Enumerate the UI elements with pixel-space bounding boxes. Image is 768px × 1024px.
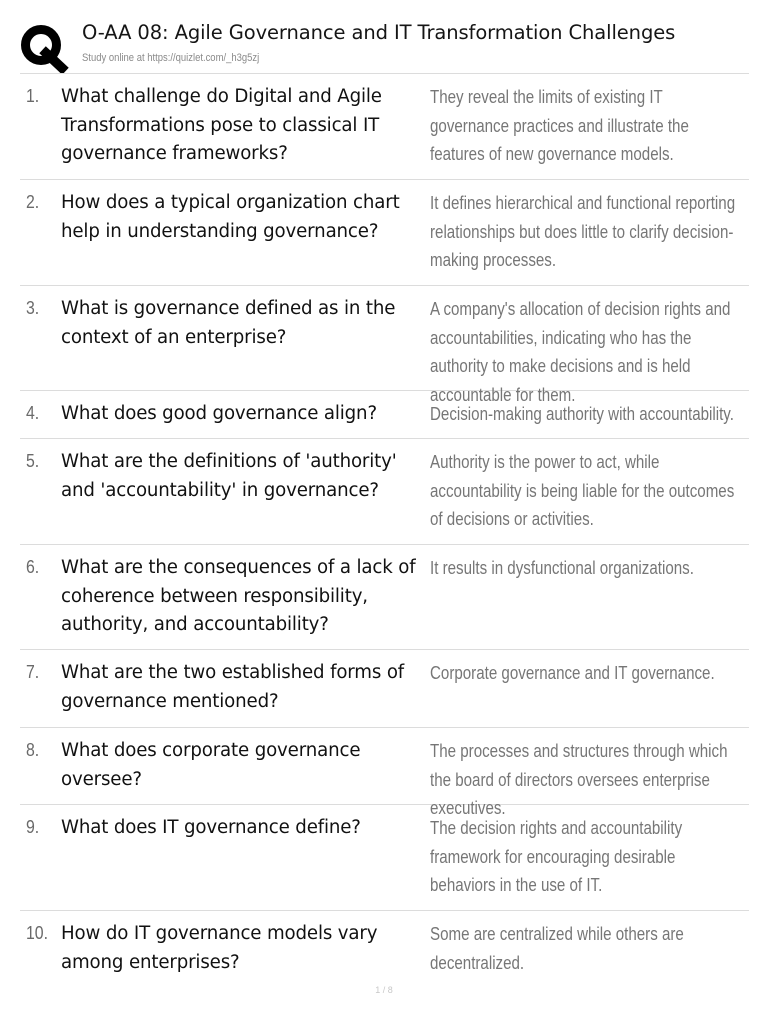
flashcard-row bbox=[20, 74, 749, 180]
quizlet-q-logo-icon bbox=[19, 23, 69, 73]
card-number: 3. bbox=[26, 298, 40, 318]
flashcard-list bbox=[20, 74, 749, 983]
card-question: What does IT governance define? bbox=[61, 817, 361, 838]
card-number: 4. bbox=[26, 403, 40, 423]
page-title: O-AA 08: Agile Governance and IT Transformation Challenges bbox=[82, 21, 676, 44]
card-question: What challenge do Digital and Agile Transformations pose to classical IT governance frameworks? bbox=[61, 86, 382, 164]
card-answer: A company's allocation of decision rights and accountabilities, indicating who has the authority to make decisions and is held accountable for them. bbox=[430, 299, 731, 405]
card-answer: The processes and structures through which the board of directors oversees enterprise executives. bbox=[430, 741, 728, 818]
card-answer: It defines hierarchical and functional reporting relationships but does little to clarify decision-making processes. bbox=[430, 193, 736, 270]
card-answer: Corporate governance and IT governance. bbox=[430, 663, 715, 683]
flashcard-row bbox=[20, 180, 749, 286]
card-number: 10. bbox=[26, 923, 49, 943]
card-question: How do IT governance models vary among enterprises? bbox=[61, 923, 378, 973]
page-header bbox=[0, 0, 768, 74]
flashcard-row bbox=[20, 286, 749, 405]
card-answer: They reveal the limits of existing IT governance practices and illustrate the features of new governance models. bbox=[430, 87, 689, 164]
flashcard-row bbox=[20, 805, 749, 911]
card-answer: It results in dysfunctional organizations. bbox=[430, 558, 694, 578]
card-number: 5. bbox=[26, 451, 40, 471]
flashcard-row bbox=[20, 439, 749, 545]
flashcard-row bbox=[20, 911, 749, 983]
card-number: 2. bbox=[26, 192, 40, 212]
card-question: What are the consequences of a lack of coherence between responsibility, authority, and accountability? bbox=[61, 557, 416, 635]
page-number: 1 / 8 bbox=[375, 985, 393, 995]
card-question: What does corporate governance oversee? bbox=[61, 740, 361, 790]
card-question: What is governance defined as in the context of an enterprise? bbox=[61, 298, 396, 348]
flashcard-row bbox=[20, 545, 749, 650]
card-answer: The decision rights and accountability framework for encouraging desirable behaviors in the use of IT. bbox=[430, 818, 683, 895]
card-number: 1. bbox=[26, 86, 40, 106]
card-question: What does good governance align? bbox=[61, 403, 377, 424]
flashcard-row bbox=[20, 728, 749, 818]
card-number: 6. bbox=[26, 557, 40, 577]
card-answer: Decision-making authority with accountability. bbox=[430, 404, 734, 424]
card-question: What are the two established forms of governance mentioned? bbox=[61, 662, 405, 712]
card-question: What are the definitions of 'authority' and 'accountability' in governance? bbox=[61, 451, 397, 501]
card-number: 8. bbox=[26, 740, 40, 760]
card-answer: Authority is the power to act, while accountability is being liable for the outcomes of decisions or activities. bbox=[430, 452, 735, 529]
flashcard-row bbox=[20, 650, 749, 728]
card-answer: Some are centralized while others are decentralized. bbox=[430, 924, 684, 973]
flashcard-row bbox=[20, 391, 749, 439]
study-online-link[interactable]: Study online at https://quizlet.com/_h3g5zj bbox=[82, 52, 260, 64]
card-number: 9. bbox=[26, 817, 40, 837]
card-question: How does a typical organization chart help in understanding governance? bbox=[61, 192, 400, 242]
card-number: 7. bbox=[26, 662, 40, 682]
